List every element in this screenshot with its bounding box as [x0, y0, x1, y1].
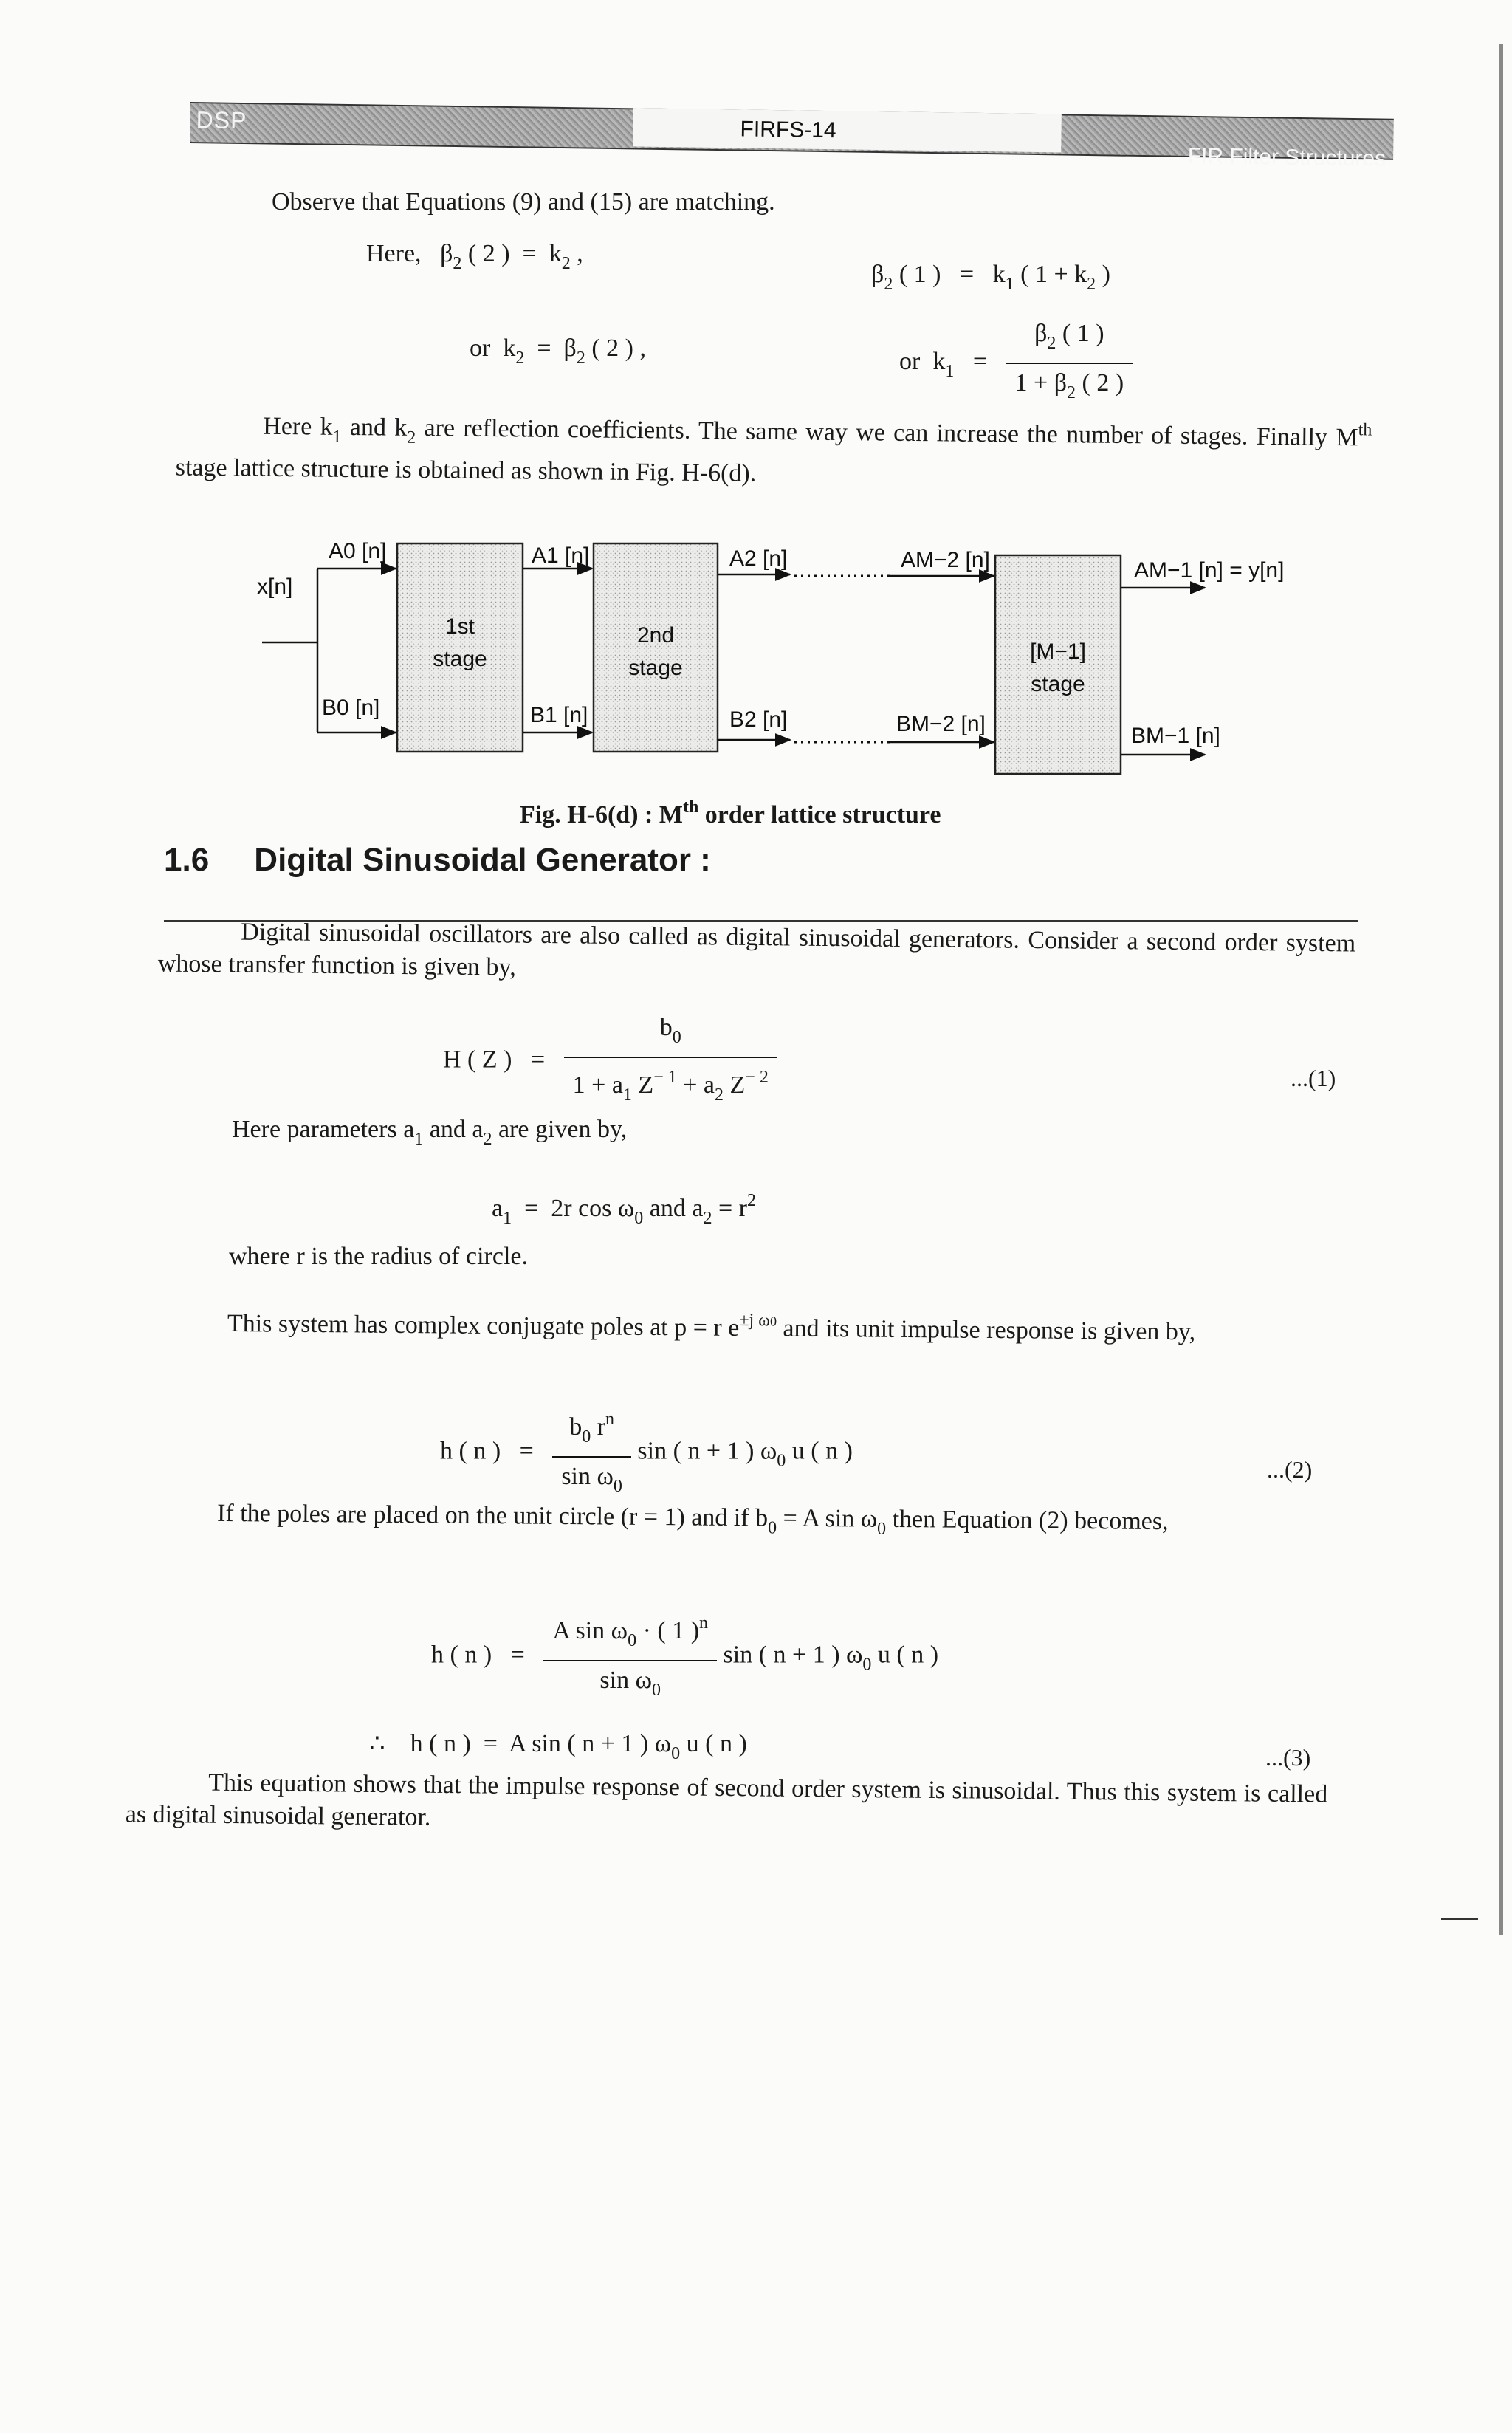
page-header: [189, 102, 1393, 199]
label-a1: A1 [n]: [532, 543, 590, 568]
stage-2-label-bottom: stage: [628, 656, 683, 680]
transfer-fraction: $\frac{b_0}{1 + a_1 Z^{- 1} + a_2 Z^{- 2}}$: [564, 1012, 777, 1111]
scan-edge: [1499, 44, 1503, 1935]
equation-2b: h ( n ) = $\frac{A \sin \omega_0 \cdot ( 1 )^n}{\sin \omega_0}$ sin ( n + 1 ) $\omega_0$ u ( n ): [431, 1607, 938, 1706]
label-bm1: BM−1 [n]: [1131, 724, 1220, 748]
label-b2: B2 [n]: [729, 707, 788, 732]
params-line: Here parameters $a_1$ and $a_2$ are given by,: [232, 1116, 628, 1149]
or-label: or: [899, 347, 921, 375]
intro-line: Observe that Equations (9) and (15) are matching.: [272, 188, 775, 216]
section-heading: [164, 842, 711, 879]
label-b0: B0 [n]: [322, 696, 380, 720]
equation-2-number: ...(2): [1267, 1456, 1313, 1483]
stage-m1-label-top: [M−1]: [1030, 639, 1086, 664]
equation-1-number: ...(1): [1291, 1065, 1336, 1091]
label-bm2: BM−2 [n]: [896, 712, 986, 736]
input-label: x[n]: [257, 574, 293, 599]
equation-3-number: ...(3): [1265, 1744, 1311, 1771]
header-right-label: FIR Filter Structures: [1187, 143, 1386, 171]
lattice-structure-figure: [251, 517, 1314, 797]
stage-1-label-top: 1st: [444, 614, 475, 639]
stage-m1-label-bottom: stage: [1031, 672, 1085, 696]
impulse-fraction: $\frac{b_0 r^n}{\sin \omega_0}$: [552, 1403, 631, 1503]
label-a0: A0 [n]: [329, 539, 387, 563]
header-center-panel: [633, 108, 1062, 152]
eq-beta2-2: Here, $\beta_2$ ( 2 ) = $k_2$ ,: [366, 240, 583, 273]
crop-mark: [1441, 1918, 1478, 1920]
stage-m1-box: [995, 555, 1121, 774]
section-number: 1.6: [164, 842, 210, 878]
reflection-paragraph: Here $k_1$ and $k_2$ are reflection coefficients. The same way we can increase the number of stages. Finally Mth stage lattice structure is obtained as shown in Fig. H-6(d).: [175, 412, 1372, 487]
equation-2: h ( n ) = $\frac{b_0 r^n}{\sin \omega_0}$ sin ( n + 1 ) $\omega_0$ u ( n ): [440, 1403, 853, 1503]
eq-beta2-1: $\beta_2$ ( 1 ) = $k_1$ ( $1 + k_2$ ): [871, 261, 1110, 294]
params-equation: $a_1 = 2r$ $\cos \omega_0$ and $a_2 = r^2$: [492, 1191, 756, 1228]
equation-3: ∴ h ( n ) = A sin ( n + 1 ) $\omega_0$ u ( n ): [369, 1730, 747, 1763]
label-b1: B1 [n]: [530, 703, 588, 727]
header-left-label: DSP: [196, 106, 247, 134]
eq-k2: or $k_2 = \beta_2$ ( 2 ) ,: [470, 334, 646, 368]
radius-line: where r is the radius of circle.: [229, 1243, 528, 1270]
equation-1: H ( Z ) = $\frac{b_0}{1 + a_1 Z^{- 1} + a_2 Z^{- 2}}$: [443, 1012, 777, 1111]
unit-fraction: $\frac{A \sin \omega_0 \cdot ( 1 )^n}{\sin \omega_0}$: [543, 1607, 717, 1706]
stage-2-label-top: 2nd: [636, 623, 675, 648]
unit-circle-paragraph: If the poles are placed on the unit circle (r = 1) and if $b_0 = A$ $\sin \omega_0$ then Equation (2) becomes,: [216, 1499, 1169, 1539]
here-label: Here,: [366, 240, 422, 267]
stage-2-box: [594, 543, 718, 752]
or-label: or: [470, 334, 491, 362]
label-am2: AM−2 [n]: [901, 548, 990, 572]
k1-fraction: $\frac{\beta_2 ( 1 )}{1 + \beta_2 ( 2 )}$: [1006, 318, 1133, 409]
header-page-number: FIRFS-14: [740, 117, 836, 143]
section-title: Digital Sinusoidal Generator :: [254, 842, 711, 878]
final-paragraph: This equation shows that the impulse response of second order system is sinusoidal. Thus this system is called as digital sinusoidal generator.: [125, 1768, 1328, 1831]
figure-caption: Fig. H-6(d) : Mth order lattice structure: [520, 797, 941, 828]
intro-paragraph: Digital sinusoidal oscillators are also called as digital sinusoidal generators. Consider a second order system whose transfer function is given by,: [157, 918, 1356, 981]
label-am1: AM−1 [n] = y[n]: [1134, 558, 1285, 583]
label-a2: A2 [n]: [729, 546, 788, 571]
eq-k1: or $k_1$ = $\frac{\beta_2 ( 1 )}{1 + \beta_2 ( 2 )}$: [899, 318, 1133, 409]
stage-1-label-bottom: stage: [433, 647, 487, 671]
poles-paragraph: This system has complex conjugate poles at p = r $e^{\pm j \omega 0}$ and its unit impulse response is given by,: [227, 1309, 1196, 1346]
